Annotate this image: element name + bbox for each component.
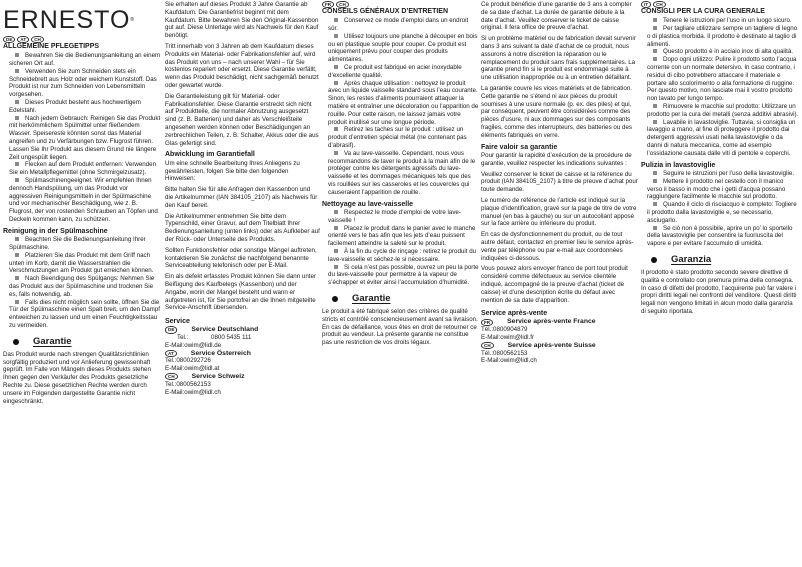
country-badge: CH	[336, 1, 349, 8]
subsection-heading: Reinigung in der Spülmaschine	[3, 227, 108, 235]
paragraph: Ein als defekt erfasstes Produkt können Sie dann unter Beifügung des Kaufbelegs (Kassenbon) und der Angabe, worin der Mangel besteht und wann er aufgetreten ist, für Sie portofrei an die Ihnen mitgeteilte Service-Anschrift übersenden.	[165, 273, 316, 312]
column-it-care	[641, 1, 799, 319]
country-badge: AT	[165, 350, 177, 357]
registered-mark: ®	[130, 17, 136, 23]
paragraph: Die Artikelnummer entnehmen Sie bitte dem Typenschild, einer Gravur, auf dem Titelblatt Ihrer Bedienungsanleitung (unten links) oder als Aufkleber auf der Rück- oder Unterseite des Produkts.	[165, 212, 320, 244]
service-entry	[165, 326, 320, 334]
contact-line: Tel.:0800292726	[165, 357, 211, 365]
service-heading: Service après-vente	[481, 310, 548, 318]
paragraph: Il prodotto è stato prodotto secondo severe direttive di qualità e controllato con premura prima della consegna. In caso di difetti del prodotto, l’acquirente può far valere i propri diritti legali nei confronti del venditore. Questi diritti legali non vengono limitati in alcun modo dalla garanzia di seguito riportata.	[641, 269, 797, 315]
bullet-item: Après chaque utilisation : nettoyez le produit avec un liquide vaisselle standard sous l’eau courante. Sinon, les restes d’aliments pourraient attaquer la matière et entraîner une décoloration ou l’apparition de rouille. Pour cette raison, ne laissez jamais votre produit inutilisé sur une longue période.	[322, 80, 479, 127]
service-entry	[481, 342, 638, 350]
warranty-heading	[332, 293, 479, 305]
bullet-item: Seguire le istruzioni per l’uso della lavastoviglie.	[641, 170, 799, 178]
column-de-care	[3, 0, 163, 408]
country-badges	[3, 36, 163, 43]
paragraph: Ce produit bénéficie d’une garantie de 3 ans à compter de sa date d’achat. La durée de garantie débute à la date d’achat. Veuillez conserver le ticket de caisse original. Il fera office de preuve d’achat.	[481, 1, 632, 32]
country-badge: AT	[17, 36, 29, 43]
logo-text: ERNESTO	[3, 6, 131, 34]
paragraph: Die Garantieleistung gilt für Material- oder Fabrikationsfehler. Diese Garantie erstreckt sich nicht auf Produktteile, die normaler Abnutzung ausgesetzt sind (z. B. Batterien) und daher als Verschleißteile angesehen werden können oder Beschädigungen an zerbrechlichen Teilen, z. B. Schalter, Akkus oder die aus Glas gefertigt sind.	[165, 92, 319, 147]
service-name: Service Österreich	[190, 349, 251, 357]
country-badge: CH	[653, 1, 666, 8]
bullet-item: Tenere le istruzioni per l’uso in un luogo sicuro.	[641, 17, 799, 25]
service-name: Service après-vente Suisse	[507, 341, 596, 349]
country-badge: DE	[165, 326, 177, 333]
warranty-heading	[13, 336, 163, 348]
bullet-dot-icon	[332, 296, 338, 302]
bullet-item: Verwenden Sie zum Schneiden stets ein Schneidebrett aus Holz oder weichem Kunststoff. Das Produkt ist nur zum Schneiden von Lebensmitteln vorgesehen.	[3, 68, 163, 99]
subsection-heading: Nettoyage au lave-vaisselle	[322, 200, 414, 208]
country-badge: IT	[641, 1, 651, 8]
contact-line: Tél.:0800904879	[481, 326, 528, 334]
column-de-warranty	[165, 1, 320, 396]
section-heading: ALLGEMEINE PFLEGETIPPS	[3, 43, 100, 51]
brand-logo	[3, 7, 163, 33]
service-heading: Service	[165, 318, 190, 326]
paragraph: Sie erhalten auf dieses Produkt 3 Jahre Garantie ab Kaufdatum. Die Garantiefrist beginnt mit dem Kaufdatum. Bitte bewahren Sie den Original-Kassenbon gut auf. Diese Unterlage wird als Nachweis für den Kauf benötigt.	[165, 1, 319, 40]
country-badge: FR	[322, 1, 334, 8]
paragraph: Um eine schnelle Bearbeitung Ihres Anliegens zu gewährleisten, folgen Sie bitte den folgenden Hinweisen:	[165, 159, 300, 183]
paragraph: Si un problème matériel ou de fabrication devait survenir dans 3 ans suivant la date d’achat de ce produit, nous assurons à notre discrétion la réparation ou le remplacement du produit sans frais supplémentaires. La garantie prend fin si le produit est endommagé suite à une utilisation inappropriée ou à un entretien défaillant.	[481, 35, 636, 82]
service-name: Service Schweiz	[191, 372, 245, 380]
bullet-item: Dopo ogni utilizzo: Pulire il prodotto sotto l’acqua corrente con un normale detersivo. In caso contrario, i residui di cibo potrebbero attaccare il materiale e portare allo scolorimento o alla formazione di ruggine. Per questo motivo, non lasciate mai il vostro prodotto non lavato per lungo tempo.	[641, 56, 799, 103]
country-badge: DE	[3, 36, 15, 43]
warranty-heading-text: Garantie	[33, 335, 72, 347]
warranty-heading-text: Garantie	[352, 293, 391, 304]
warranty-heading-text: Garanzia	[671, 254, 712, 266]
bullet-item: Per tagliare utilizzare sempre un tagliere di legno o di plastica morbida. Il prodotto è destinato al taglio di alimenti.	[641, 25, 799, 48]
contact-line: E-Mail:owim@lidl.de	[165, 341, 222, 349]
service-name: Service Deutschland	[191, 326, 259, 334]
subsection-heading: Pulizia in lavastoviglie	[641, 161, 716, 169]
bullet-dot-icon	[13, 339, 19, 345]
bullet-item: Beachten Sie die Bedienungsanleitung Ihrer Spülmaschine.	[3, 236, 163, 252]
paragraph: La garantie couvre les vices matériels et de fabrication. Cette garantie ne s’étend ni aux pièces du produit soumises à une usure normale (p. ex. des piles) et qui, par conséquent, peuvent être considérées comme des pièces d’usure, ni aux dommages sur des composants fragiles, comme des interrupteurs, des batteries ou des éléments fabriqués en verre.	[481, 84, 632, 139]
contact-line: Tél.:0800562153	[481, 349, 528, 357]
country-badges	[641, 1, 799, 8]
bullet-item: Spülmaschinengeeignet. Wir empfehlen Ihnen dennoch Handspülung, um das Produkt vor aggressiven Reinigungsmitteln in der Spülmaschine und vor mechanischer Beschädigung, wie z. B. Flugrost, der von rostenden Schrauben an Töpfen und Deckeln kommen kann, zu schützen.	[3, 177, 163, 224]
phone-label: Tel.:	[177, 333, 189, 341]
bullet-item: À la fin du cycle de rinçage : retirez le produit du lave-vaisselle et séchez-le si nécessaire.	[322, 248, 479, 264]
service-entry	[165, 350, 320, 358]
column-fr-warranty	[481, 1, 638, 365]
column-fr-care	[322, 1, 479, 350]
bullet-item: Bewahren Sie die Bedienungsanleitung an einem sicheren Ort auf.	[3, 52, 163, 68]
paragraph: Le produit a été fabriqué selon des critères de qualité stricts et contrôlé consciencieusement avant sa livraison. En cas de défaillance, vous êtes en droit de retourner ce produit au vendeur. La présente garantie ne constitue pas une restriction de vos droits légaux.	[322, 308, 478, 347]
paragraph: Tritt innerhalb von 3 Jahren ab dem Kaufdatum dieses Produkts ein Material- oder Fabrikationsfehler auf, wird das Produkt von uns – nach unserer Wahl – für Sie kostenlos repariert oder ersetzt. Diese Garantie verfällt, wenn das Produkt beschädigt, nicht sachgemäß benutzt oder gewartet wurde.	[165, 42, 319, 89]
phone-line	[165, 334, 320, 342]
service-entry	[165, 373, 320, 381]
paragraph: Sollten Funktionsfehler oder sonstige Mängel auftreten, kontaktieren Sie zunächst die nachfolgend benannte Serviceabteilung telefonisch oder per E-Mail.	[165, 246, 317, 270]
bullet-item: Flecken auf dem Produkt entfernen: Verwenden Sie ein Metallpflegemittel (ohne Schmirgelzusatz).	[3, 161, 163, 177]
bullet-item: Lavabile in lavastoviglie. Tuttavia, si consiglia un lavaggio a mano, al fine di proteggere il prodotto dai detergenti aggressivi usati nella lavastoviglie o da danni di natura meccanica, come ad esempio l’ossidazione causata dalle viti di pentole e coperchi.	[641, 119, 799, 158]
bullet-item: Si cela n’est pas possible, ouvrez un peu la porte du lave-vaisselle pour permettre à la vapeur de s’échapper et éviter ainsi l’accumulation d’humidité.	[322, 264, 479, 287]
bullet-dot-icon	[651, 257, 657, 263]
paragraph: Bitte halten Sie für alle Anfragen den Kassenbon und die Artikelnummer (IAN 384105_2107) als Nachweis für den Kauf bereit.	[165, 186, 318, 209]
bullet-item: Nach Beendigung des Spülgangs: Nehmen Sie das Produkt aus der Spülmaschine und trocknen Sie es, falls notwendig, ab.	[3, 275, 163, 298]
paragraph: En cas de dysfonctionnement du produit, ou de tout autre défaut, contactez en premier lieu le service après-vente par téléphone ou par e-mail aux coordonnées indiquées ci-dessous.	[481, 231, 634, 262]
subsection-heading: Faire valoir sa garantie	[481, 143, 558, 151]
bullet-item: Utilisez toujours une planche à découper en bois ou en plastique souple pour couper. Ce produit est uniquement prévu pour couper des produits alimentaires.	[322, 33, 479, 64]
bullet-item: Conservez ce mode d’emploi dans un endroit sûr.	[322, 17, 479, 33]
contact-line: E-Mail:owim@lidl.fr	[481, 333, 535, 341]
bullet-item: Mettere il prodotto nel cestello con il manico verso il basso in modo che i getti d’acqua possano raggiungere facilmente le macchie sul prodotto.	[641, 178, 799, 201]
bullet-item: Nach jedem Gebrauch: Reinigen Sie das Produkt mit herkömmlichem Spülmittel unter fließendem Wasser. Speisereste könnten sonst das Material angreifen und zu Verfärbungen bzw. Flugrost führen. Lassen Sie Ihr Produkt aus diesem Grund nie längere Zeit ungespült liegen.	[3, 115, 163, 162]
bullet-item: Retirez les taches sur le produit : utilisez un produit d’entretien spécial métal (ne contenant pas d’abrasif).	[322, 126, 479, 149]
paragraph: Veuillez conserver le ticket de caisse et la référence du produit (IAN 384105_2107) à titre de preuve d’achat pour toute demande.	[481, 170, 638, 194]
bullet-item: Ce produit est fabriqué en acier inoxydable d’excellente qualité.	[322, 64, 479, 80]
paragraph: Das Produkt wurde nach strengen Qualitätsrichtlinien sorgfältig produziert und vor Anlieferung gewissenhaft geprüft. Im Falle von Mängeln dieses Produkts stehen Ihnen gegen den Verkäufer des Produkts gesetzliche Rechte zu. Diese gesetzlichen Rechte werden durch unsere im Folgenden dargestellte Garantie nicht eingeschränkt.	[3, 350, 151, 405]
bullet-item: Falls dies nicht möglich sein sollte, öffnen Sie die Tür der Spülmaschine einen Spalt breit, um den Dampf entweichen zu lassen und um einen Feuchtigkeitsstau zu vermeiden.	[3, 299, 163, 330]
country-badge: CH	[31, 36, 44, 43]
bullet-item: Se ciò non è possibile, aprire un po’ lo sportello della lavastoviglie per consentire la fuoriuscita del vapore e per evitare l’accumulo di umidità.	[641, 225, 799, 248]
contact-line: E-Mail:owim@lidl.ch	[165, 388, 221, 396]
phone-number: 0800 5435 111	[211, 333, 252, 341]
warranty-heading	[651, 254, 799, 266]
bullet-item: Questo prodotto è in acciaio inox di alta qualità.	[641, 48, 799, 56]
country-badge: CH	[481, 342, 494, 349]
bullet-item: Va au lave-vaisselle. Cependant, nous vous recommandons de laver le produit à la main afin de le protéger contre les détergents agressifs du lave-vaisselle et les dommages mécaniques tels que des vis rouillées sur les casseroles et les couvercles qui causeraient l’apparition de rouille.	[322, 150, 479, 197]
country-badge: CH	[165, 373, 178, 380]
contact-line: E-Mail:owim@lidl.ch	[481, 357, 537, 365]
bullet-item: Platzieren Sie das Produkt mit dem Griff nach unten im Korb, damit die Wasserstrahlen die Verschmutzungen am Produkt gut erreichen können.	[3, 252, 163, 275]
paragraph: Pour garantir la rapidité d’exécution de la procédure de garantie, veuillez respecter les indications suivantes :	[481, 152, 632, 167]
bullet-item: Dieses Produkt besteht aus hochwertigem Edelstahl.	[3, 99, 163, 115]
service-name: Service après-vente France	[507, 318, 596, 326]
contact-line: E-Mail:owim@lidl.at	[165, 365, 220, 373]
service-entry	[481, 318, 638, 326]
bullet-item: Rimuovere le macchie sul prodotto: Utilizzare un prodotto per la cura dei metalli (senza additivi abrasivi).	[641, 103, 799, 119]
bullet-item: Respectez le mode d’emploi de votre lave-vaisselle !	[322, 209, 479, 225]
paragraph: Vous pouvez alors envoyer franco de port tout produit considéré comme défectueux au service clientèle indiqué, accompagné de la preuve d’achat (ticket de caisse) et d’une description écrite du défaut avec mention de sa date d’apparition.	[481, 265, 628, 304]
bullet-item: Placez le produit dans le panier avec le manche orienté vers le bas afin que les jets d’eau puissent facilement atteindre la saleté sur le produit.	[322, 225, 479, 248]
bullet-item: Quando il ciclo di risciacquo è completo: Togliere il prodotto dalla lavastoviglie e, se necessario, asciugarlo.	[641, 201, 799, 224]
section-heading: CONSEILS GÉNÉRAUX D’ENTRETIEN	[322, 8, 449, 16]
paragraph: Le numéro de référence de l’article est indiqué sur la plaque d’identification, gravé sur la page de titre de votre manuel (en bas à gauche) ou sur un autocollant apposé sur la face arrière ou inférieure du produit.	[481, 197, 637, 228]
section-heading: CONSIGLI PER LA CURA GENERALE	[641, 8, 765, 16]
country-badge: FR	[481, 319, 493, 326]
contact-line: Tel.:0800562153	[165, 380, 211, 388]
subsection-heading: Abwicklung im Garantiefall	[165, 151, 255, 159]
